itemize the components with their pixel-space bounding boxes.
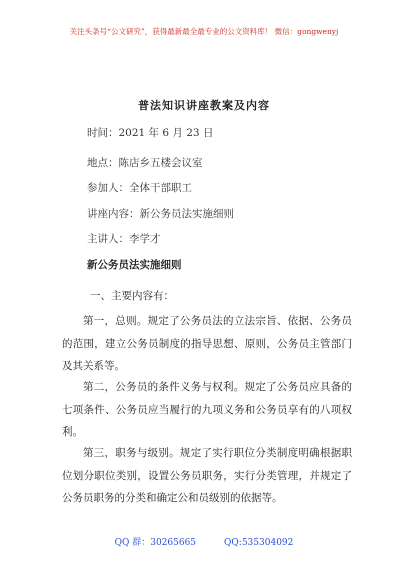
paragraph-conditions-rights: 第二，公务员的条件义务与权利。规定了公务员应具备的七项条件、公务员应当履行的九项义务和公务员享有的八项权利。 [62, 381, 352, 438]
document-title: 普法知识讲座教案及内容 [138, 99, 270, 112]
meta-time: 时间：2021 年 6 月 23 日 [87, 127, 214, 139]
header-banner: 关注头条号“公文研究”，获得最新最全最专业的公文资料库！ 微信：gongwenyj [69, 27, 339, 36]
footer-qq-group: QQ 群：30265665 [114, 538, 197, 548]
meta-speaker: 主讲人：李学才 [87, 233, 161, 245]
footer-qq: QQ:535304092 [224, 538, 294, 548]
paragraph-positions-ranks: 第三，职务与级别。规定了实行职位分类制度明确根据职位划分职位类别，设置公务员职务，实行分类管理，并规定了公务员职务的分类和确定公和员级别的依据等。 [62, 447, 352, 504]
footer-contact [0, 535, 408, 548]
meta-content: 讲座内容：新公务员法实施细则 [87, 208, 234, 220]
paragraph-general-provisions: 第一，总则。规定了公务员法的立法宗旨、依据、公务员的范围，建立公务员制度的指导思想、原则，公务员主管部门及其关系等。 [62, 315, 352, 372]
section-heading: 新公务员法实施细则 [87, 259, 182, 271]
sub-heading: 一、主要内容有： [90, 290, 174, 302]
meta-location: 地点：陈店乡五楼会议室 [87, 157, 203, 169]
meta-participants: 参加人：全体干部职工 [87, 182, 192, 194]
